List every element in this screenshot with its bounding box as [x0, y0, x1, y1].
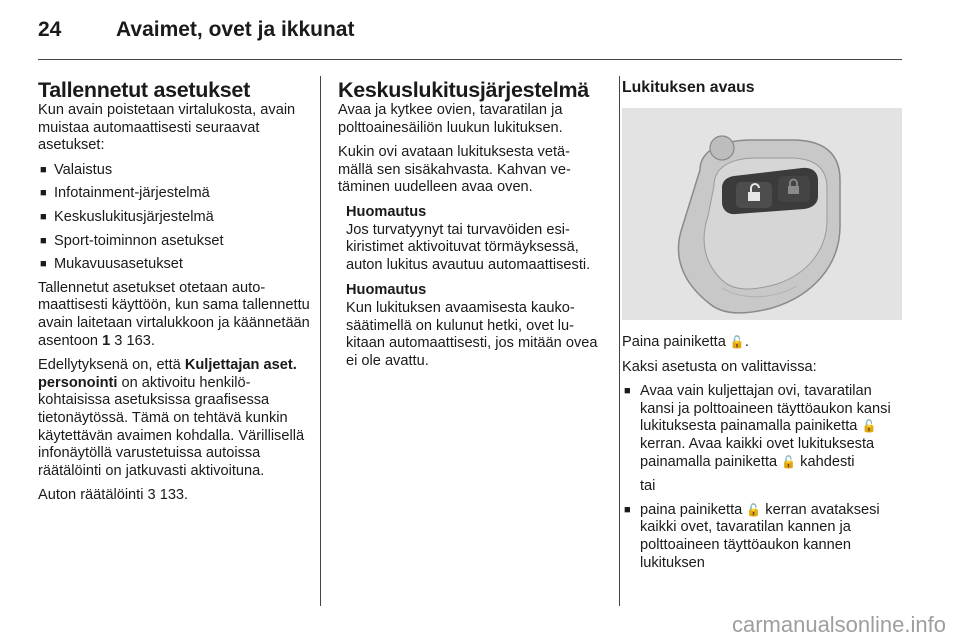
paragraph-text: Auton räätälöinti	[38, 487, 148, 504]
paragraph-text: .	[744, 334, 749, 350]
paragraph-text: on aktivoitu henkilökohtaisissa asetuksissa graafisessa tietonäytössä. Tämä on tehtävä kunkin käytettävän avaimen kohdalla. Värillisellä infonäytöllä varustetuissa autoissa räätälöinti on jatkuvasti aktivoituna.	[38, 374, 305, 479]
section-heading-central-locking: Keskuslukitusjärjestelmä	[338, 78, 589, 102]
page-number: 24	[38, 18, 62, 41]
paragraph: Kaksi asetusta on valittavissa:	[622, 358, 817, 375]
column-divider-1	[320, 76, 321, 606]
paragraph-text: Paina painiketta	[622, 334, 730, 350]
header-rule	[38, 59, 902, 60]
list-item	[622, 502, 904, 572]
column-unlocking	[622, 78, 904, 578]
list-text: kahdesti	[796, 453, 855, 470]
page-reference: 3 133.	[147, 487, 189, 504]
list-text: paina painiketta	[640, 501, 747, 518]
paragraph	[38, 357, 310, 480]
unlock-icon: 🔓	[729, 335, 745, 349]
list-text: Avaa vain kuljettajan ovi, tavaratilan kansi ja polttoaineen täyttöaukon kansi lukituksesta painamalla painiketta	[640, 383, 891, 435]
paragraph	[622, 334, 904, 352]
list-item	[622, 383, 904, 496]
chapter-title: Avaimet, ovet ja ikkunat	[116, 18, 355, 41]
note-box	[338, 204, 600, 274]
paragraph-text: Edellytyksenä on, että	[38, 357, 185, 374]
list-item: ■ Keskuslukitusjärjestelmä	[38, 209, 310, 227]
column-central-locking	[338, 78, 600, 378]
note-box	[338, 282, 600, 370]
list-text: kerran. Avaa kaikki ovet lukituksesta painamalla painiketta	[640, 435, 875, 470]
unlock-icon: 🔓	[781, 454, 797, 469]
section-heading-stored-settings: Tallennetut asetukset	[38, 78, 250, 102]
paragraph-text: Tallennetut asetukset otetaan automaattisesti käyttöön, kun sama tallennettu avain laitetaan virtalukkoon ja käännetään asentoon	[38, 279, 310, 349]
note-text: Jos turvatyynyt tai turvavöiden esikiristimet aktivoituvat törmäyksessä, auton lukitus avautuu automaattisesti.	[346, 221, 591, 273]
paragraph	[38, 487, 310, 505]
unlock-options-list	[622, 383, 904, 572]
note-title: Huomautus	[346, 203, 427, 220]
settings-list	[38, 162, 310, 274]
car-key-image	[622, 108, 902, 320]
intro-paragraph: Kun avain poistetaan virtalukosta, avain muistaa automaattisesti seuraavat asetukset:	[38, 102, 296, 154]
note-text: Kun lukituksen avaamisesta kaukosäätimellä on kulunut hetki, ovet lukitaan automaattisesti, jos mitään ovea ei ole avattu.	[346, 299, 598, 369]
column-divider-2	[619, 76, 620, 606]
watermark: carmanualsonline.info	[731, 612, 946, 637]
position-number: 1	[102, 332, 111, 349]
unlock-icon: 🔓	[746, 502, 762, 517]
section-heading-unlocking: Lukituksen avaus	[622, 79, 755, 96]
paragraph	[38, 280, 310, 350]
page-header	[38, 18, 354, 42]
column-stored-settings	[38, 78, 310, 512]
list-item: ■ Infotainment-järjestelmä	[38, 185, 310, 203]
paragraph: Kukin ovi avataan lukituksesta vetämällä sen sisäkahvasta. Kahvan vetäminen uudelleen avaa oven.	[338, 144, 571, 196]
list-item: ■ Valaistus	[38, 162, 310, 180]
list-text: kerran avataksesi kaikki ovet, tavaratilan kannen ja polttoaineen täyttöaukon kannen lukituksen	[640, 501, 880, 571]
menu-setting-name: Kuljettajan aset. personointi	[38, 357, 297, 391]
page-reference: 3 163.	[114, 332, 155, 349]
note-title: Huomautus	[346, 282, 427, 299]
unlock-icon: 🔓	[861, 419, 877, 434]
or-text: tai	[640, 478, 656, 495]
list-item: ■ Mukavuusasetukset	[38, 256, 310, 274]
paragraph: Avaa ja kytkee ovien, tavaratilan ja polttoainesäiliön luukun lukituksen.	[338, 102, 563, 136]
list-item: ■ Sport-toiminnon asetukset	[38, 233, 310, 251]
